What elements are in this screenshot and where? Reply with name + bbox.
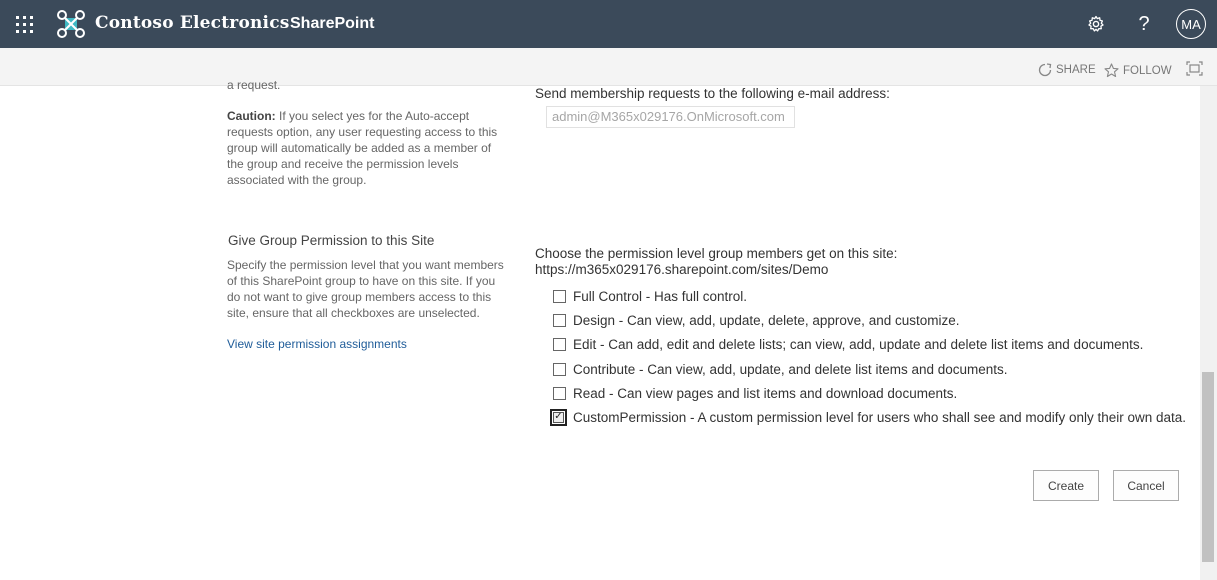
permission-option-label: CustomPermission - A custom permission level for users who shall see and modify only their own data.	[573, 409, 1187, 425]
help-button[interactable]	[1120, 0, 1168, 48]
permission-option-edit[interactable]	[553, 334, 1143, 354]
permission-option-design[interactable]	[553, 310, 959, 330]
cancel-button[interactable]: Cancel	[1113, 470, 1179, 501]
create-button[interactable]: Create	[1033, 470, 1099, 501]
waffle-icon	[16, 16, 33, 33]
membership-description-tail: a request.	[227, 78, 281, 92]
focus-mode-icon[interactable]	[1186, 61, 1203, 76]
read-checkbox[interactable]	[553, 387, 566, 400]
permission-section-title: Give Group Permission to this Site	[228, 233, 435, 248]
design-checkbox[interactable]	[553, 314, 566, 327]
permission-option-full-control[interactable]	[553, 286, 747, 306]
permission-option-label: Contribute - Can view, add, update, and delete list items and documents.	[573, 361, 1008, 377]
user-avatar[interactable]: MA	[1176, 9, 1206, 39]
share-button[interactable]	[1038, 63, 1096, 77]
permission-option-contribute[interactable]	[553, 359, 1008, 379]
contoso-logo-icon	[56, 9, 86, 39]
caution-label: Caution:	[227, 109, 276, 123]
permission-option-read[interactable]	[553, 383, 957, 403]
brand-name[interactable]: Contoso Electronics	[95, 13, 290, 33]
share-label: SHARE	[1056, 64, 1096, 76]
gear-icon	[1087, 15, 1105, 33]
main-content	[0, 78, 1200, 580]
follow-button[interactable]	[1104, 63, 1172, 78]
caution-note	[227, 108, 511, 188]
permission-section-description: Specify the permission level that you want members of this SharePoint group to have on this site. If you do not want to give group members access to this site, ensure that all checkboxes are unselected.	[227, 258, 504, 320]
edit-checkbox[interactable]	[553, 338, 566, 351]
custom-permission-checkbox[interactable]	[550, 409, 567, 426]
vertical-scrollbar[interactable]	[1200, 86, 1217, 580]
share-icon	[1038, 63, 1052, 77]
site-url: https://m365x029176.sharepoint.com/sites/Demo	[535, 262, 829, 277]
permission-option-label: Read - Can view pages and list items and download documents.	[573, 385, 958, 401]
email-prompt: Send membership requests to the following e-mail address:	[535, 86, 890, 101]
view-site-permissions-link[interactable]: View site permission assignments	[227, 337, 407, 351]
permission-option-label: Design - Can view, add, update, delete, approve, and customize.	[573, 312, 960, 328]
full-control-checkbox[interactable]	[553, 290, 566, 303]
checkmark-icon: ✓	[554, 411, 563, 422]
app-name[interactable]: SharePoint	[290, 15, 375, 32]
help-icon: ?	[1138, 12, 1150, 35]
membership-email-field[interactable]: admin@M365x029176.OnMicrosoft.com	[546, 106, 795, 128]
permission-option-label: Edit - Can add, edit and delete lists; can view, add, update and delete list items and documents.	[573, 336, 1144, 352]
permission-option-custom[interactable]	[553, 407, 1186, 427]
scrollbar-thumb[interactable]	[1202, 372, 1214, 562]
caution-text: If you select yes for the Auto-accept requests option, any user requesting access to this group will automatically be added as a member of the group and receive the permission levels associated with the group.	[227, 109, 498, 187]
settings-button[interactable]	[1072, 0, 1120, 48]
suite-bar	[0, 0, 1217, 48]
star-icon	[1104, 63, 1119, 78]
app-launcher-button[interactable]	[0, 0, 48, 48]
contribute-checkbox[interactable]	[553, 363, 566, 376]
permission-prompt: Choose the permission level group members get on this site:	[535, 246, 898, 261]
permission-option-label: Full Control - Has full control.	[573, 288, 748, 304]
command-bar	[0, 48, 1217, 86]
follow-label: FOLLOW	[1123, 64, 1172, 77]
